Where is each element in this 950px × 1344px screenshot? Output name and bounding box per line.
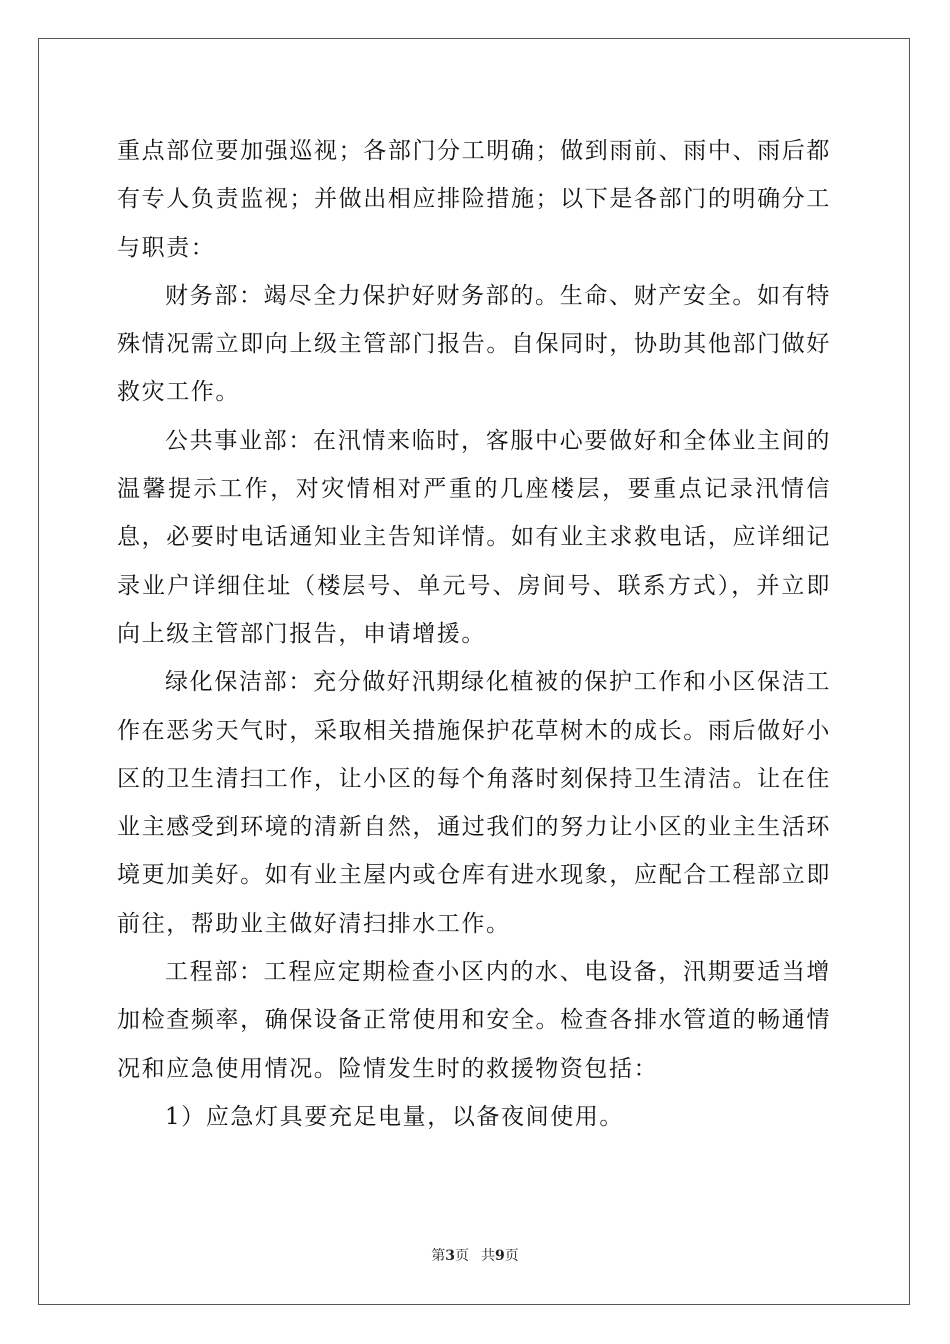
paragraph-continuation: 重点部位要加强巡视；各部门分工明确；做到雨前、雨中、雨后都有专人负责监视；并做出相应排险措施；以下是各部门的明确分工与职责： [117, 138, 831, 261]
paragraph-public-affairs-dept: 公共事业部：在汛情来临时，客服中心要做好和全体业主间的温馨提示工作，对灾情相对严重的几座楼层，要重点记录汛情信息，必要时电话通知业主告知详情。如有业主求救电话，应详细记录业户详细住址（楼层号、单元号、房间号、联系方式），并立即向上级主管部门报告，申请增援。 [117, 427, 831, 647]
paragraph-finance-dept: 财务部：竭尽全力保护好财务部的。生命、财产安全。如有特殊情况需立即向上级主管部门报告。自保同时，协助其他部门做好救灾工作。 [117, 282, 831, 406]
paragraph-engineering-dept: 工程部：工程应定期检查小区内的水、电设备，汛期要适当增加检查频率，确保设备正常使用和安全。检查各排水管道的畅通情况和应急使用情况。险情发生时的救援物资包括： [117, 959, 831, 1082]
total-suffix: 页 [504, 1248, 519, 1264]
document-body [117, 127, 831, 1141]
page-footer [0, 1245, 950, 1265]
total-prefix: 共 [481, 1248, 495, 1264]
page-suffix: 页 [455, 1248, 469, 1264]
paragraph-greening-cleaning-dept: 绿化保洁部：充分做好汛期绿化植被的保护工作和小区保洁工作在恶劣天气时，采取相关措施保护花草树木的成长。雨后做好小区的卫生清扫工作，让小区的每个角落时刻保持卫生清洁。让在住业主感受到环境的清新自然，通过我们的努力让小区的业主生活环境更加美好。如有业主屋内或仓库有进水现象，应配合工程部立即前往，帮助业主做好清扫排水工作。 [117, 669, 831, 937]
page-prefix: 第 [431, 1248, 446, 1264]
page-number: 3 [445, 1248, 455, 1264]
total-pages: 9 [495, 1248, 505, 1264]
paragraph-list-item-1: 1）应急灯具要充足电量，以备夜间使用。 [165, 1103, 625, 1130]
